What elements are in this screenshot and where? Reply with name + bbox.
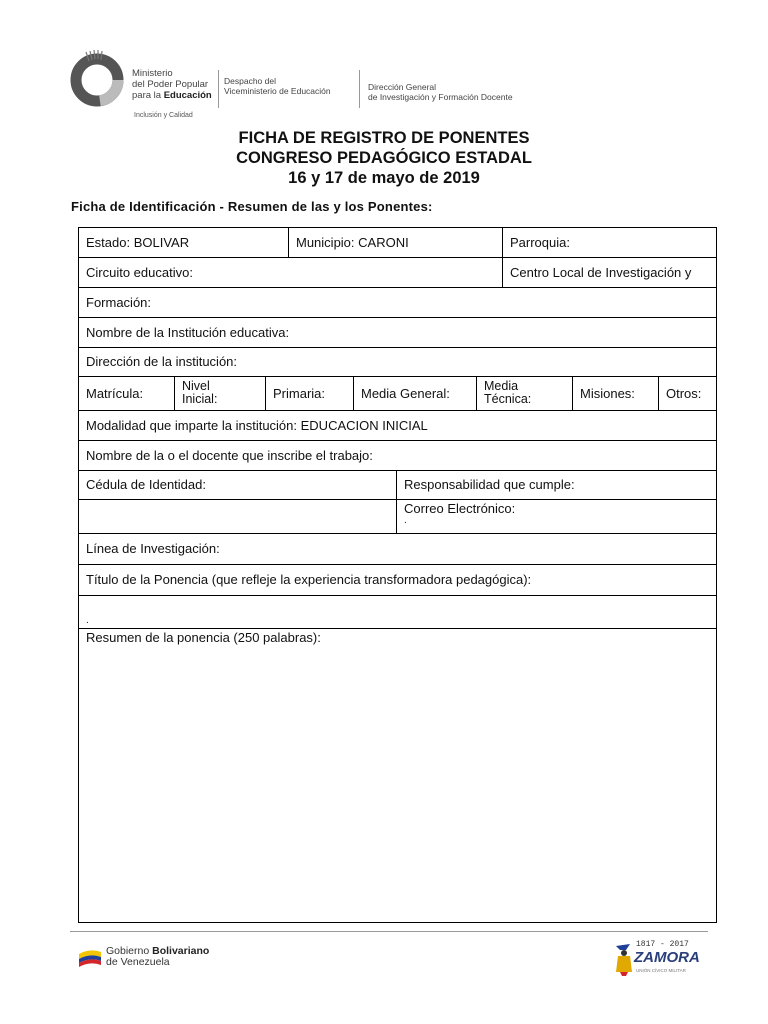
nivel-inicial-field[interactable]: Nivel Inicial:: [174, 377, 265, 410]
otros-field[interactable]: Otros:: [658, 377, 716, 410]
form-row-email: [79, 500, 716, 534]
form-row-circuit: [79, 258, 716, 288]
header-divider: [218, 70, 219, 108]
titulo-ponencia-field[interactable]: .: [86, 615, 89, 626]
linea-investigacion-field[interactable]: Línea de Investigación:: [86, 541, 220, 556]
titulo-ponencia-label: Título de la Ponencia (que refleje la experiencia transformadora pedagógica):: [86, 572, 532, 587]
institucion-field[interactable]: Nombre de la Institución educativa:: [86, 324, 290, 340]
form-row-enrollment: [79, 377, 716, 411]
page-footer: [70, 931, 708, 985]
zamora-name: ZAMORA: [634, 949, 700, 966]
correo-field[interactable]: Correo Electrónico: .: [396, 500, 716, 533]
media-tecnica-field[interactable]: Media Técnica:: [476, 377, 572, 410]
zamora-years: 1817 - 2017: [636, 940, 689, 949]
form-row-modality: [79, 411, 716, 441]
form-row-institution: [79, 318, 716, 348]
media-general-field[interactable]: Media General:: [353, 377, 476, 410]
form-row-id: [79, 471, 716, 500]
government-logo: [78, 946, 209, 968]
direction-name: Dirección General de Investigación y Formación Docente: [368, 82, 513, 102]
zamora-subtitle: UNIÓN CÍVICO MILITAR: [636, 968, 686, 973]
ministry-tagline: Inclusión y Calidad: [134, 112, 193, 119]
form-row-teacher: [79, 441, 716, 471]
direccion-field[interactable]: Dirección de la institución:: [86, 354, 238, 369]
matricula-field[interactable]: Matrícula:: [86, 385, 144, 401]
cedula-value-field[interactable]: [79, 500, 396, 533]
formacion-field[interactable]: Formación:: [86, 294, 152, 310]
municipio-field[interactable]: Municipio: CARONI: [288, 228, 502, 257]
form-row-summary: [79, 629, 716, 922]
form-row-title: [79, 565, 716, 596]
cedula-field[interactable]: Cédula de Identidad:: [86, 477, 206, 492]
resumen-field[interactable]: Resumen de la ponencia (250 palabras):: [86, 630, 321, 645]
office-name: Despacho del Viceministerio de Educación: [224, 76, 331, 96]
zamora-logo: [614, 938, 700, 980]
primaria-field[interactable]: Primaria:: [265, 377, 353, 410]
venezuela-flag-icon: [78, 946, 102, 968]
letterhead: [68, 44, 708, 124]
modalidad-field[interactable]: Modalidad que imparte la institución: EDUCACION INICIAL: [86, 417, 428, 433]
estado-field[interactable]: Estado: BOLIVAR: [86, 234, 190, 250]
form-row-address: [79, 348, 716, 377]
registration-form: [78, 227, 717, 923]
nombre-docente-field[interactable]: Nombre de la o el docente que inscribe el trabajo:: [86, 447, 373, 463]
form-row-formacion: [79, 288, 716, 318]
document-title: FICHA DE REGISTRO DE PONENTES CONGRESO PEDAGÓGICO ESTADAL 16 y 17 de mayo de 2019: [236, 129, 532, 187]
zamora-figure-icon: [614, 942, 634, 976]
header-divider: [359, 70, 360, 108]
form-row-research-line: [79, 534, 716, 565]
responsabilidad-field[interactable]: Responsabilidad que cumple:: [396, 471, 716, 499]
parroquia-field[interactable]: Parroquia:: [502, 228, 716, 257]
government-name: Gobierno Bolivariano de Venezuela: [106, 945, 210, 968]
form-row-location: [79, 228, 716, 258]
ministry-logo-icon: [68, 50, 126, 108]
section-heading: Ficha de Identificación - Resumen de las y los Ponentes:: [71, 199, 433, 214]
form-row-title-value: [79, 596, 716, 629]
centro-local-field[interactable]: Centro Local de Investigación y: [502, 258, 716, 287]
misiones-field[interactable]: Misiones:: [572, 377, 658, 410]
ministry-name: Ministerio del Poder Popular para la Educación: [132, 68, 212, 101]
circuito-field[interactable]: Circuito educativo:: [86, 264, 193, 280]
